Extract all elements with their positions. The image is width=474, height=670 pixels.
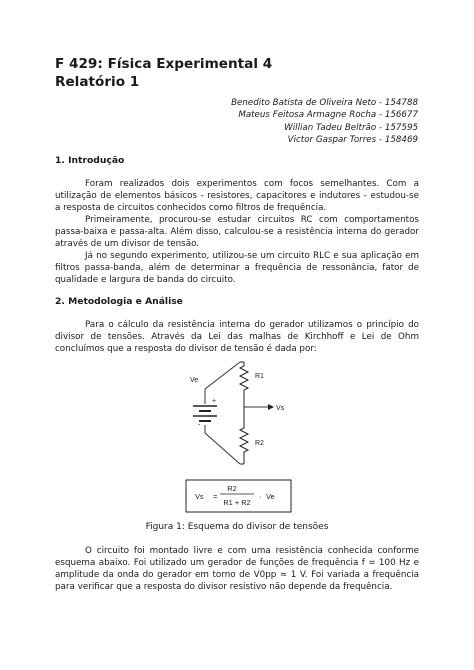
label-plus: + — [212, 398, 217, 405]
resistor-r2-symbol — [240, 407, 248, 464]
figure-caption: Figura 1: Esquema do divisor de tensões — [145, 522, 329, 532]
author-line: Willian Tadeu Beltrão - 157595 — [284, 122, 418, 133]
formula-numerator: R2 — [227, 484, 237, 493]
output-arrow-icon — [268, 404, 274, 410]
intro-paragraph-1: Foram realizados dois experimentos com focos semelhantes. Com a utilização de elementos básicos - resistores, capacitores e indutores - estudou-se a resposta de circuitos conhecidos como filtros de frequência. — [55, 179, 419, 214]
formula-lhs: Vs — [195, 492, 204, 501]
label-minus: - — [198, 422, 201, 429]
author-line: Mateus Feitosa Armagne Rocha - 156677 — [238, 110, 418, 121]
methodology-paragraph-1: Para o cálculo da resistência interna do gerador utilizamos o princípio do divisor de tensões. Através da Lei das malhas de Kirchhoff e Lei de Ohm concluímos que a resposta do divisor de tensão é dada por: — [55, 320, 419, 355]
label-r1: R1 — [255, 373, 264, 380]
battery-symbol — [193, 406, 217, 421]
formula-denominator: R1 + R2 — [223, 498, 251, 507]
label-ve: Ve — [190, 377, 199, 384]
label-vs: Vs — [276, 405, 285, 412]
methodology-paragraph-2: O circuito foi montado livre e com uma resistência conhecida conforme esquema abaixo. Foi utilizado um gerador de funções de frequência f = 100 Hz e amplitude da onda do gerador em torno de V0pp ≈ 1 V. Foi variada a frequência para verificar que a resposta do divisor resistivo não depende da frequência. — [55, 546, 419, 593]
intro-paragraph-2: Primeiramente, procurou-se estudar circuitos RC com comportamentos passa-baixa e passa-alta. Além disso, calculou-se a resistência interna do gerador através de um divisor de tensão. — [55, 215, 419, 250]
author-line: Benedito Batista de Oliveira Neto - 154788 — [231, 98, 418, 108]
section-heading-methodology: 2. Metodologia e Análise — [55, 296, 183, 307]
formula-rhs: Ve — [266, 492, 275, 501]
author-list — [231, 97, 418, 146]
label-r2: R2 — [255, 440, 264, 447]
circuit-wires — [205, 362, 268, 464]
formula-equals: = — [213, 492, 218, 501]
document-subtitle: Relatório 1 — [55, 74, 140, 90]
intro-paragraph-3: Já no segundo experimento, utilizou-se um circuito RLC e sua aplicação em filtros passa-banda, além de determinar a frequência de ressonância, fator de qualidade e largura de banda do circuito. — [55, 251, 419, 286]
document-title: F 429: Física Experimental 4 — [55, 56, 273, 72]
resistor-r1-symbol — [240, 362, 248, 407]
author-line: Victor Gaspar Torres - 158469 — [287, 134, 418, 145]
formula-box — [186, 480, 291, 512]
formula-dot: · — [259, 492, 262, 501]
section-heading-introduction: 1. Introdução — [55, 155, 125, 166]
